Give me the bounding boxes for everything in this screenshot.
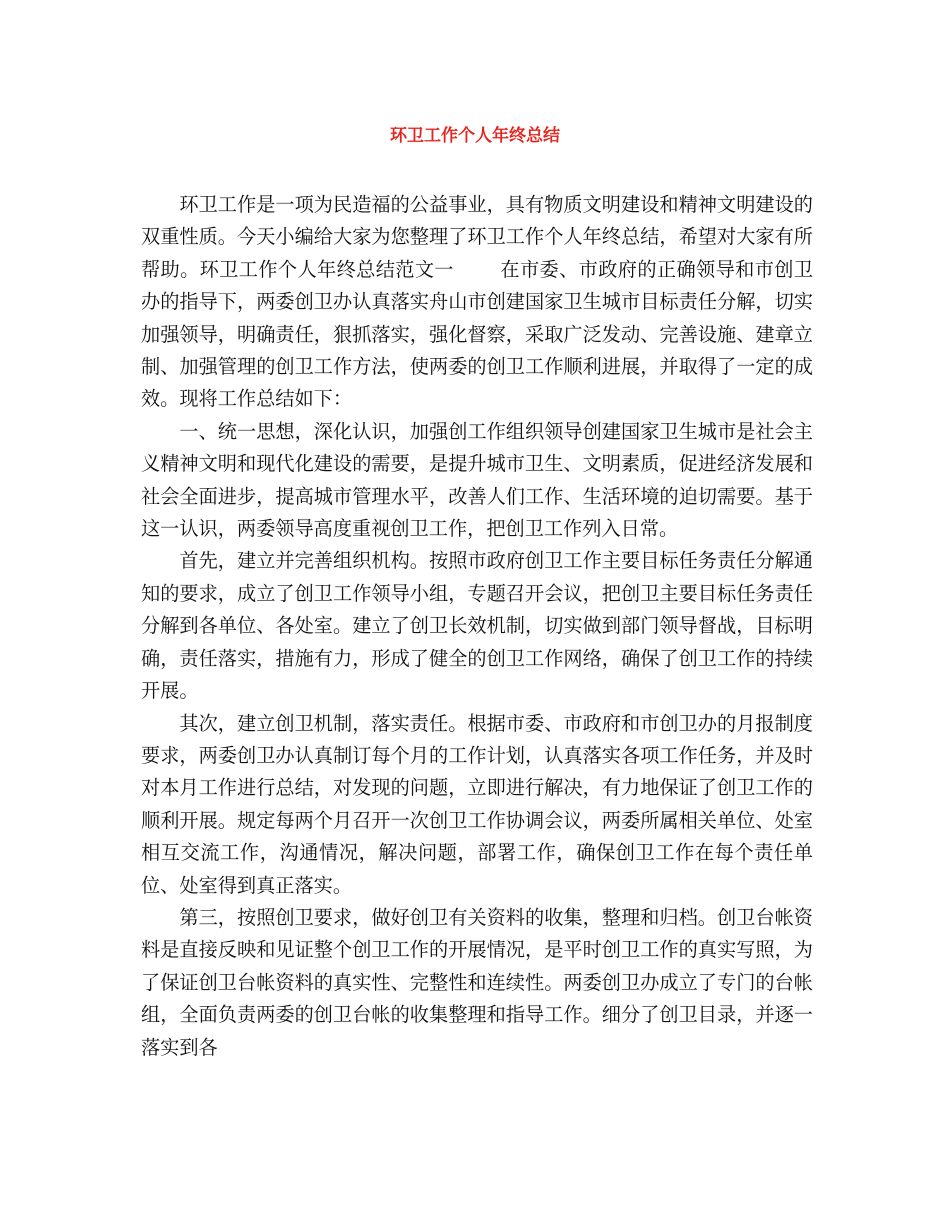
paragraph-intro-text-a: 环卫工作是一项为民造福的公益事业，具有物质文明建设和精神文明建设的双重性质。今天小编给大家为您整理了环卫工作个人年终总结，希望对大家有所帮助。环卫工作个人年终总结范文一 (141, 193, 813, 281)
paragraph-section-one: 一、统一思想，深化认识，加强创工作组织领导创建国家卫生城市是社会主义精神文明和现代化建设的需要，是提升城市卫生、文明素质，促进经济发展和社会全面进步，提高城市管理水平，改善人们工作、生活环境的迫切需要。基于这一认识，两委领导高度重视创卫工作，把创卫工作列入日常。 (141, 419, 813, 541)
document-title: 环卫工作个人年终总结 (390, 126, 560, 146)
paragraph-intro-text-b: 在市委、市政府的正确领导和市创卫办的指导下，两委创卫办认真落实舟山市创建国家卫生城市目标责任分解，切实加强领导，明确责任，狠抓落实，强化督察，采取广泛发动、完善设施、建章立制、加强管理的创卫工作方法，使两委的创卫工作顺利进展，并取得了一定的成效。现将工作总结如下： (141, 257, 814, 411)
paragraph-second: 其次，建立创卫机制，落实责任。根据市委、市政府和市创卫办的月报制度要求，两委创卫办认真制订每个月的工作计划，认真落实各项工作任务，并及时对本月工作进行总结，对发现的问题，立即进行解决，有力地保证了创卫工作的顺利开展。规定每两个月召开一次创卫工作协调会议，两委所属相关单位、处室相互交流工作，沟通情况，解决问题，部署工作，确保创卫工作在每个责任单位、处室得到真正落实。 (141, 711, 813, 897)
paragraph-first: 首先，建立并完善组织机构。按照市政府创卫工作主要目标任务责任分解通知的要求，成立了创卫工作领导小组，专题召开会议，把创卫主要目标任务责任分解到各单位、各处室。建立了创卫长效机制，切实做到部门领导督战，目标明确，责任落实，措施有力，形成了健全的创卫工作网络，确保了创卫工作的持续开展。 (141, 549, 813, 703)
paragraph-intro (141, 189, 813, 416)
document-body (141, 189, 813, 1064)
paragraph-third: 第三，按照创卫要求，做好创卫有关资料的收集，整理和归档。创卫台帐资料是直接反映和见证整个创卫工作的开展情况，是平时创卫工作的真实写照，为了保证创卫台帐资料的真实性、完整性和连续性。两委创卫办成立了专门的台帐组，全面负责两委的创卫台帐的收集整理和指导工作。细分了创卫目录，并逐一落实到各 (141, 905, 813, 1059)
